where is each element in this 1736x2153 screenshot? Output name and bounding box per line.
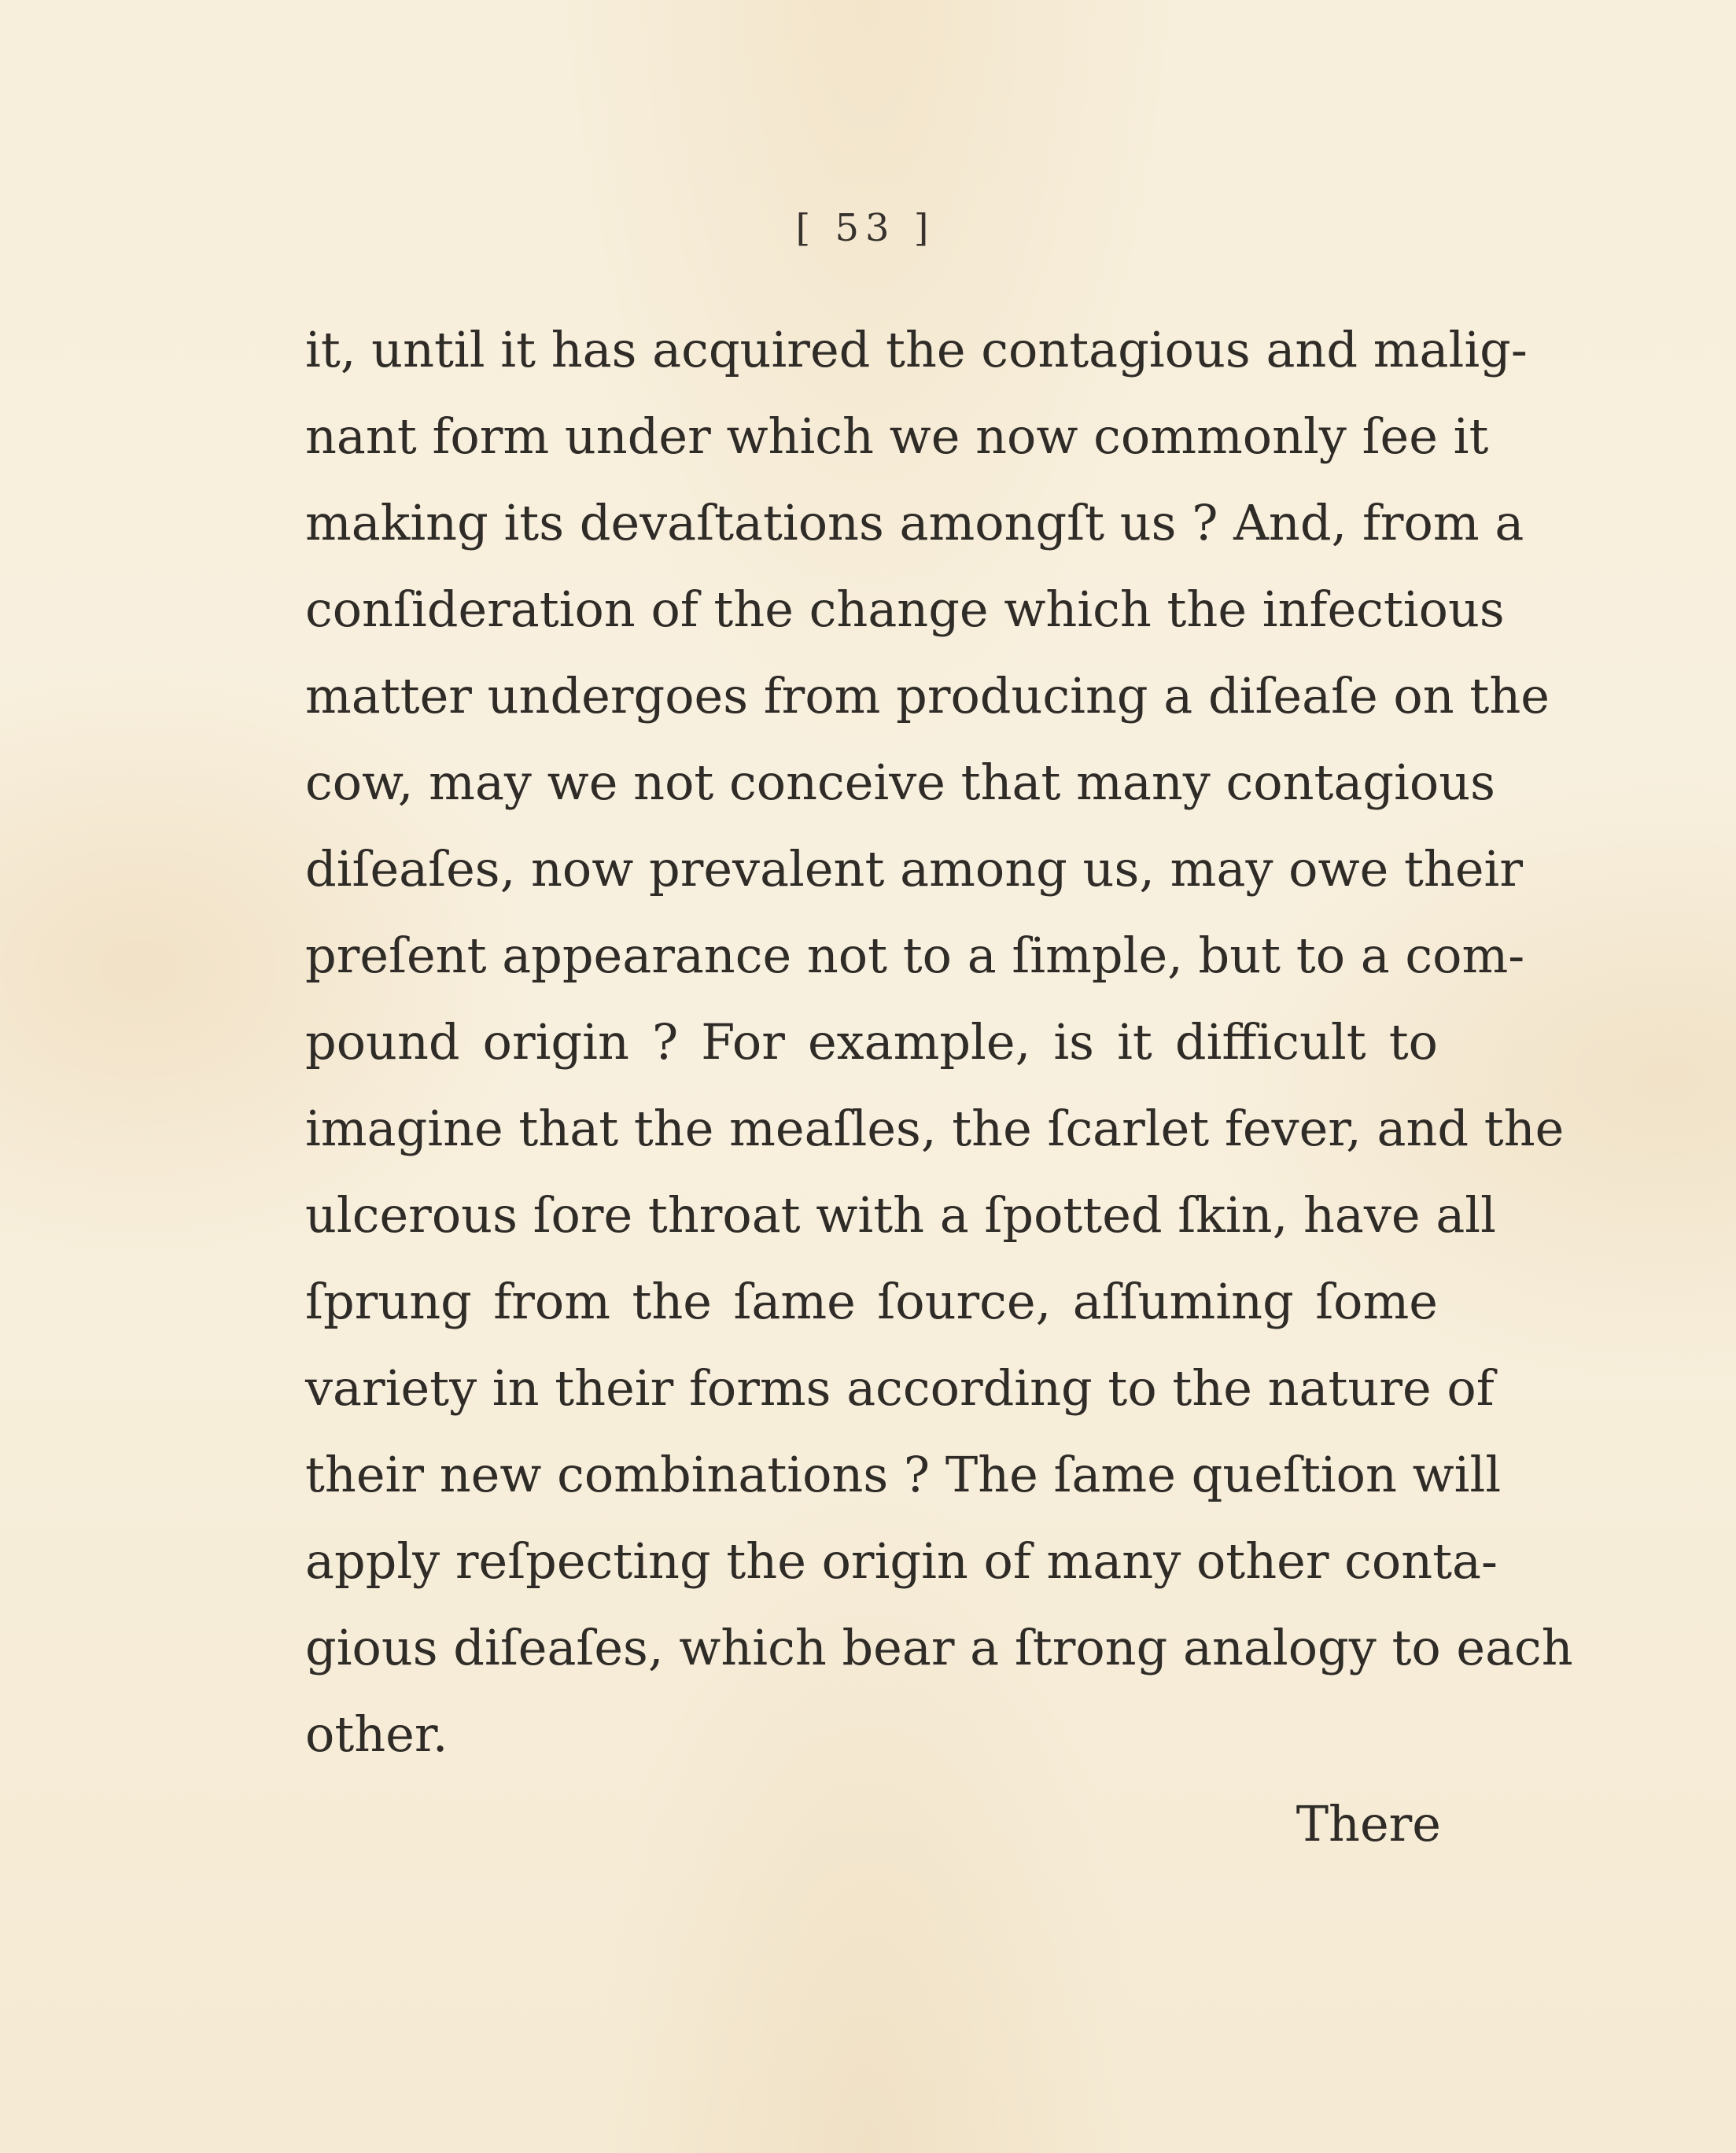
text-line: making its devaſtations amongſt us ? And, from a xyxy=(305,494,1524,551)
text-line: variety in their forms according to the nature of xyxy=(305,1359,1495,1417)
text-line: imagine that the meaſles, the ſcarlet fever, and the xyxy=(305,1100,1565,1157)
page-number: [ 53 ] xyxy=(795,206,935,250)
text-line: conſideration of the change which the infectious xyxy=(305,581,1505,638)
text-line: gious diſeaſes, which bear a ſtrong analogy to each xyxy=(305,1619,1573,1676)
text-line: their new combinations ? The ſame queſtion will xyxy=(305,1446,1502,1503)
text-line: diſeaſes, now prevalent among us, may owe their xyxy=(305,840,1523,898)
text-line: pound origin ? For example, is it difficult to xyxy=(305,1013,1438,1071)
text-line-last: other. xyxy=(305,1705,448,1763)
catchword: There xyxy=(1296,1795,1441,1853)
text-line: matter undergoes from producing a diſeaſe on the xyxy=(305,667,1550,724)
text-line: apply reſpecting the origin of many other conta- xyxy=(305,1532,1498,1590)
text-line: ulcerous ſore throat with a ſpotted ſkin, have all xyxy=(305,1186,1496,1244)
text-line: ſprung from the ſame ſource, aſſuming ſome xyxy=(305,1273,1438,1330)
text-line: nant form under which we now commonly ſee it xyxy=(305,407,1489,465)
text-line: it, until it has acquired the contagious and malig- xyxy=(305,321,1528,378)
body-text xyxy=(305,307,1573,1778)
text-line: preſent appearance not to a ſimple, but to a com- xyxy=(305,927,1525,984)
text-line: cow, may we not conceive that many contagious xyxy=(305,754,1495,811)
